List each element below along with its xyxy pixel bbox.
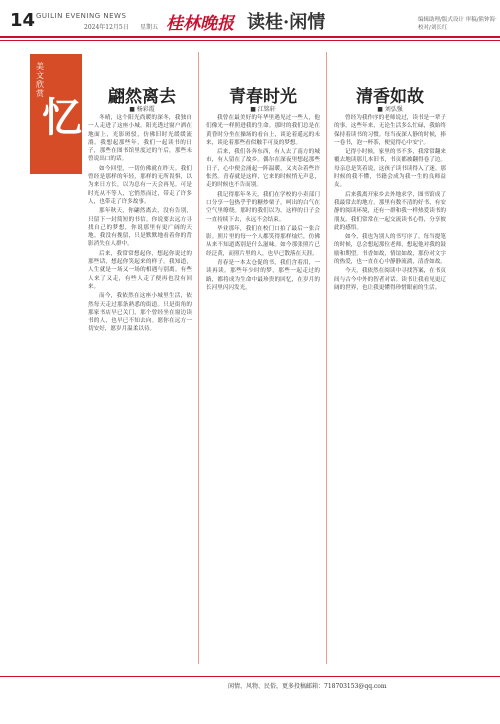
article-title: 青春时光 [229, 87, 297, 107]
article-body [334, 114, 446, 670]
issue-weekday: 星期五 [140, 24, 159, 31]
page-header [0, 0, 500, 38]
article-title: 清香如故 [356, 87, 424, 107]
paragraph: 后来我离开家乡去外地求学，图书馆成了我最常去的地方。那里有数不清的好书，有安静的阅读环境，还有一群和我一样热爱读书的朋友。我们常常在一起交流读书心得，分享彼此的感悟。 [334, 191, 446, 231]
article-byline: ■ 江铭轩 [250, 106, 276, 113]
header-rule [0, 36, 500, 38]
paragraph: 如今回望，一切仿佛就在昨天。我们曾经是那样的年轻，那样的无所畏惧，以为来日方长，以为总有一天会再见。可是时光从不等人，它悄然而过，带走了许多人，也带走了许多故事。 [88, 165, 192, 205]
paragraph: 那年秋天，你翩然离去，没有告别，只留下一封简短的书信。你说要去远方寻找自己的梦想，你说那里有更广阔的天地。我没有挽留，只是默默地看着你的背影消失在人群中。 [88, 208, 192, 248]
column-badge [30, 54, 82, 174]
paragraph: 毕业那年，我们在校门口拍了最后一张合影。照片里的每一个人都笑得那样灿烂，仿佛从来不知道离别是什么滋味。如今那张照片已经泛黄，而照片里的人，也早已散落在天涯。 [206, 225, 320, 257]
paragraph: 曾经为我作序的老师说过，读书是一辈子的事。这些年来，无论生活多么忙碌，我始终保持着读书的习惯。每当夜深人静的时候，捧一卷书，泡一杯茶，便觉得心中安宁。 [334, 115, 446, 146]
article-title: 翩然离去 [108, 87, 176, 107]
page-number: 14 [10, 10, 36, 31]
paragraph: 后来，我常常想起你，想起你说过的那些话，想起你笑起来的样子。我知道，人生就是一场又一场的相遇与别离。有些人来了又走，有些人走了便再也没有回来。 [88, 250, 192, 290]
footer-rule [0, 676, 500, 677]
paragraph: 今天，我依然在阅读中寻找答案，在书页间与古今中外的智者对话。读书让我看见更辽阔的世界，也让我更懂得珍惜眼前的生活。 [334, 268, 446, 291]
article-byline: ■ 杨彩霞 [129, 106, 155, 113]
paragraph: 记得小时候，家里的书不多，我常常翻来覆去地读那几本旧书，书页都被翻得卷了边。母亲总是笑着说，这孩子读书读得入了迷。那时候的我不懂，书籍会成为我一生的良师益友。 [334, 149, 446, 189]
newspaper-brand: 桂林晚报 [166, 14, 234, 34]
footer-contact: 闲情、风物、民俗，更多投稿邮箱：718703153@qq.com [228, 683, 387, 690]
paragraph: 我记得那年冬天，我们在学校的小卖部门口分享一包热乎乎的糖炒栗子，呵出的白气在空气里缭绕。那时的我们以为，这样的日子会一直持续下去，永远不会结束。 [206, 191, 320, 223]
column-badge-char: 忆 [42, 94, 82, 141]
paragraph: 我曾在最美好的年华里遇见过一些人，他们像光一样照进我的生命。那时的我们总是在黄昏时分坐在操场的看台上，谈论着遥远的未来，谈论着那些看似触手可及的梦想。 [206, 115, 320, 146]
article-byline: ■ 刘弘强 [377, 106, 403, 113]
paragraph: 青春是一本太仓促的书，我们含着泪，一读再读。那些年少时的梦，那些一起走过的路，都将成为生命中最珍贵的回忆，在岁月的长河里闪闪发光。 [206, 260, 320, 291]
column-divider [198, 52, 199, 664]
editor-credits: 编辑助理/版式设计 审稿/熊钟海·校对/刘长红 [418, 17, 497, 31]
paragraph: 后来，我们各奔东西，有人去了南方的城市，有人留在了故乡。偶尔在深夜里想起那些日子，心中便会涌起一阵温暖，又夹杂着些许怅然。青春就是这样，它来的时候悄无声息，走的时候也不告而别。 [206, 149, 320, 189]
column-badge-label: 美文欣赏 [36, 62, 44, 98]
issue-date: 2024年12月5日 [84, 24, 129, 31]
paper-name: GUILIN EVENING NEWS [36, 12, 127, 20]
paragraph: 而今，我依然在这座小城里生活，依然每天走过那条熟悉的街道。只是街角的那家书店早已关门，那个曾经坐在窗边读书的人，也早已不知去向。愿你在远方一切安好，愿岁月温柔以待。 [88, 293, 192, 333]
section-title: 读桂·闲情 [247, 12, 326, 33]
paragraph: 如今，我也为别人的书写序了。每当提笔的时候，总会想起那位老师，想起他对我的鼓励和期望。书香如故，情谊如故，那份对文字的热爱，也一直在心中静静流淌，清香如故。 [334, 234, 446, 266]
paragraph: 冬晴，这个阳光尚暖的深冬，我独自一人走进了这座小城。阳光透过窗户洒在地面上，光影斑驳，仿佛旧时光缓缓流淌。我想起那些年，我们一起读书的日子，那些在图书馆里度过的午后，那些未曾说出口的话。 [88, 115, 192, 163]
article-body [206, 114, 320, 670]
header-rule-thin [0, 40, 500, 41]
column-divider [326, 52, 327, 664]
article-body [88, 114, 192, 670]
